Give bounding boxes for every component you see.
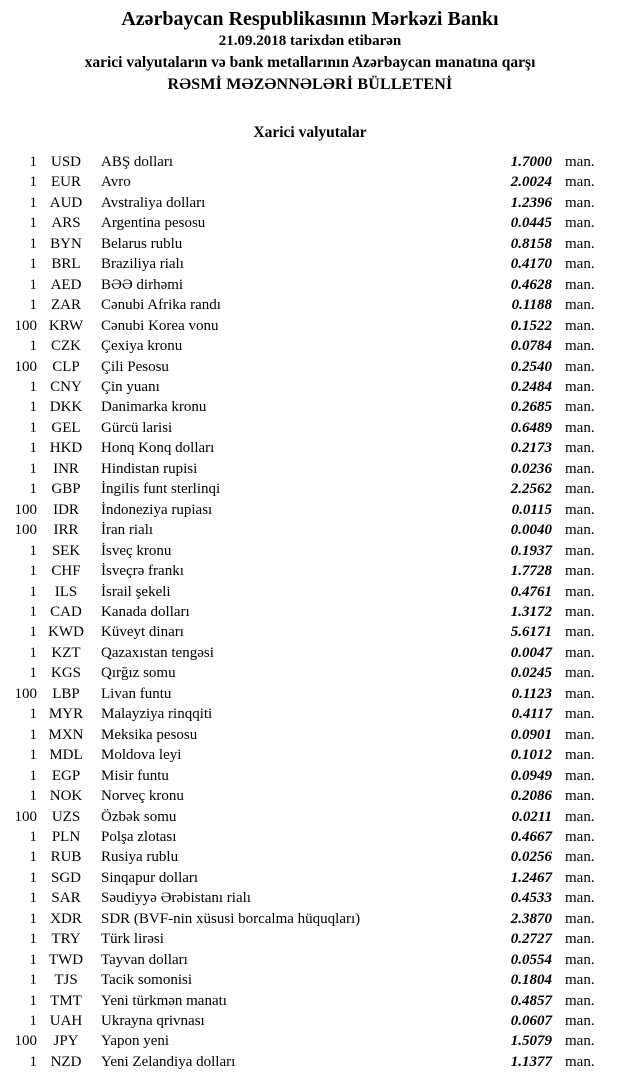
currency-quantity: 1 (29, 297, 37, 314)
currency-row (0, 418, 620, 438)
currency-row (0, 397, 620, 417)
currency-row (0, 868, 620, 888)
currency-row (0, 643, 620, 663)
exchange-rates-list (0, 152, 620, 1072)
currency-quantity: 1 (29, 256, 37, 273)
currency-code: MDL (49, 747, 83, 764)
currency-code: TWD (48, 951, 84, 968)
currency-quantity: 100 (14, 1033, 37, 1050)
currency-row (0, 582, 620, 602)
currency-name: Cənubi Afrika randı (101, 297, 221, 314)
exchange-rate-value: 0.2540 (510, 358, 552, 375)
exchange-rate-value: 0.0115 (511, 501, 552, 518)
exchange-rate-value: 2.2562 (510, 481, 552, 498)
currency-code: DKK (49, 399, 83, 416)
currency-row (0, 295, 620, 315)
manat-unit-label: man. (565, 419, 595, 436)
section-title-foreign-currencies: Xarici valyutalar (253, 124, 367, 141)
manat-unit-label: man. (565, 522, 595, 539)
currency-row (0, 725, 620, 745)
currency-quantity: 1 (29, 726, 37, 743)
manat-unit-label: man. (565, 624, 595, 641)
currency-row (0, 234, 620, 254)
currency-name: Belarus rublu (101, 235, 183, 252)
currency-quantity: 1 (29, 419, 37, 436)
exchange-rate-value: 0.0047 (510, 644, 552, 661)
currency-quantity: 1 (29, 951, 37, 968)
currency-code: TRY (51, 931, 81, 948)
currency-row (0, 929, 620, 949)
currency-name: Yeni türkmən manatı (101, 992, 227, 1009)
exchange-rate-value: 0.1804 (510, 972, 552, 989)
currency-row (0, 991, 620, 1011)
exchange-rate-value: 0.0040 (510, 522, 552, 539)
manat-unit-label: man. (565, 972, 595, 989)
exchange-rate-value: 0.2173 (510, 440, 552, 457)
manat-unit-label: man. (565, 256, 595, 273)
exchange-rate-value: 0.4761 (510, 583, 552, 600)
currency-name: Çili Pesosu (101, 358, 169, 375)
manat-unit-label: man. (565, 644, 595, 661)
currency-row (0, 909, 620, 929)
currency-code: UAH (49, 1013, 83, 1030)
currency-quantity: 1 (29, 747, 37, 764)
manat-unit-label: man. (565, 440, 595, 457)
currency-code: CZK (51, 338, 81, 355)
currency-name: Braziliya rialı (101, 256, 184, 273)
currency-name: Yeni Zelandiya dolları (101, 1053, 236, 1070)
exchange-rate-value: 2.3870 (510, 910, 552, 927)
currency-code: CLP (52, 358, 80, 375)
currency-code: SAR (51, 890, 81, 907)
currency-name: Honq Konq dolları (101, 440, 215, 457)
currency-code: BYN (50, 235, 82, 252)
exchange-rate-value: 0.4667 (510, 828, 552, 845)
currency-name: Sinqapur dolları (101, 869, 199, 886)
currency-quantity: 1 (29, 235, 37, 252)
manat-unit-label: man. (565, 828, 595, 845)
currency-quantity: 1 (29, 440, 37, 457)
exchange-rate-value: 0.4170 (510, 256, 552, 273)
currency-row (0, 254, 620, 274)
currency-code: EUR (51, 174, 81, 191)
exchange-rate-value: 0.0236 (510, 460, 552, 477)
manat-unit-label: man. (565, 665, 595, 682)
currency-quantity: 100 (14, 501, 37, 518)
exchange-rate-value: 0.4628 (510, 276, 552, 293)
exchange-rate-value: 1.1377 (510, 1053, 552, 1070)
currency-quantity: 1 (29, 972, 37, 989)
currency-row (0, 745, 620, 765)
currency-name: Rusiya rublu (101, 849, 179, 866)
currency-row (0, 786, 620, 806)
currency-name: Moldova leyi (101, 747, 182, 764)
manat-unit-label: man. (565, 910, 595, 927)
exchange-rate-value: 0.4857 (510, 992, 552, 1009)
currency-row (0, 541, 620, 561)
currency-row (0, 316, 620, 336)
currency-code: TJS (54, 972, 78, 989)
currency-quantity: 1 (29, 767, 37, 784)
bulletin-header (0, 0, 620, 96)
currency-code: USD (50, 154, 81, 170)
effective-date-line: 21.09.2018 tarixdən etibarən (218, 33, 402, 49)
currency-code: NOK (49, 788, 83, 805)
currency-row (0, 950, 620, 970)
currency-quantity: 100 (14, 808, 37, 825)
currency-quantity: 1 (29, 849, 37, 866)
exchange-rate-value: 0.0256 (510, 849, 552, 866)
currency-name: Küveyt dinarı (101, 624, 184, 641)
currency-name: Gürcü larisi (101, 419, 173, 436)
currency-name: İsveç kronu (101, 542, 172, 559)
manat-unit-label: man. (565, 890, 595, 907)
currency-name: Qırğız somu (101, 665, 176, 682)
manat-unit-label: man. (565, 297, 595, 314)
currency-quantity: 1 (29, 1013, 37, 1030)
currency-row (0, 1052, 620, 1072)
exchange-rate-value: 1.3172 (510, 603, 552, 620)
currency-code: JPY (53, 1033, 79, 1050)
currency-row (0, 1031, 620, 1051)
currency-name: Qazaxıstan tengəsi (101, 644, 214, 661)
manat-unit-label: man. (565, 583, 595, 600)
currency-quantity: 1 (29, 706, 37, 723)
currency-code: GBP (51, 481, 81, 498)
currency-row (0, 193, 620, 213)
currency-name: Türk lirəsi (101, 931, 164, 948)
exchange-rate-value: 0.1937 (510, 542, 552, 559)
manat-unit-label: man. (565, 460, 595, 477)
exchange-rate-value: 0.4533 (510, 890, 552, 907)
currency-name: Avro (101, 174, 131, 191)
currency-row (0, 1011, 620, 1031)
currency-name: Səudiyyə Ərəbistanı rialı (101, 890, 251, 907)
manat-unit-label: man. (565, 276, 595, 293)
exchange-rate-value: 1.7728 (510, 563, 552, 580)
exchange-rate-value: 0.1123 (511, 685, 552, 702)
currency-quantity: 1 (29, 603, 37, 620)
currency-quantity: 1 (29, 399, 37, 416)
currency-name: Kanada dolları (101, 603, 190, 620)
manat-unit-label: man. (565, 685, 595, 702)
manat-unit-label: man. (565, 338, 595, 355)
manat-unit-label: man. (565, 542, 595, 559)
manat-unit-label: man. (565, 808, 595, 825)
exchange-rate-value: 0.0607 (510, 1013, 552, 1030)
currency-quantity: 1 (29, 583, 37, 600)
manat-unit-label: man. (565, 1033, 595, 1050)
currency-name: Hindistan rupisi (101, 460, 198, 477)
currency-quantity: 1 (29, 931, 37, 948)
exchange-rate-value: 0.2086 (510, 788, 552, 805)
exchange-rate-value: 0.0784 (510, 338, 552, 355)
bulletin-name: RƏSMİ MƏZƏNNƏLƏRİ BÜLLETENİ (167, 76, 453, 93)
currency-code: EGP (51, 767, 81, 784)
manat-unit-label: man. (565, 174, 595, 191)
currency-quantity: 1 (29, 1053, 37, 1070)
currency-row (0, 602, 620, 622)
manat-unit-label: man. (565, 726, 595, 743)
currency-name: İsveçrə frankı (101, 563, 184, 580)
currency-name: Ukrayna qrivnası (101, 1013, 205, 1030)
currency-code: PLN (51, 828, 81, 845)
currency-name: SDR (BVF-nin xüsusi borcalma hüquqları) (101, 910, 361, 927)
currency-row (0, 622, 620, 642)
exchange-rate-value: 5.6171 (510, 624, 552, 641)
currency-name: İran rialı (101, 522, 154, 539)
exchange-rate-value: 0.6489 (510, 419, 552, 436)
currency-name: Çexiya kronu (101, 338, 183, 355)
exchange-rate-value: 0.8158 (510, 235, 552, 252)
currency-quantity: 1 (29, 338, 37, 355)
exchange-rate-value: 0.0949 (510, 767, 552, 784)
currency-name: İndoneziya rupiası (101, 501, 213, 518)
currency-quantity: 100 (14, 317, 37, 334)
currency-quantity: 1 (29, 276, 37, 293)
currency-code: KWD (48, 624, 84, 641)
currency-row (0, 970, 620, 990)
currency-row (0, 438, 620, 458)
currency-name: Norveç kronu (101, 788, 184, 805)
currency-name: Argentina pesosu (101, 215, 206, 232)
currency-quantity: 1 (29, 378, 37, 395)
currency-code: CHF (51, 563, 81, 580)
currency-row (0, 766, 620, 786)
manat-unit-label: man. (565, 603, 595, 620)
currency-quantity: 100 (14, 522, 37, 539)
manat-unit-label: man. (565, 849, 595, 866)
currency-quantity: 1 (29, 788, 37, 805)
currency-name: Danimarka kronu (101, 399, 207, 416)
manat-unit-label: man. (565, 215, 595, 232)
manat-unit-label: man. (565, 788, 595, 805)
manat-unit-label: man. (565, 992, 595, 1009)
currency-quantity: 1 (29, 215, 37, 232)
bank-title: Azərbaycan Respublikasının Mərkəzi Bankı (121, 8, 499, 30)
currency-name: Livan funtu (101, 685, 172, 702)
currency-row (0, 357, 620, 377)
currency-code: HKD (49, 440, 83, 457)
currency-code: AED (50, 276, 82, 293)
currency-quantity: 1 (29, 481, 37, 498)
currency-name: İsrail şekeli (101, 583, 171, 600)
currency-row (0, 459, 620, 479)
currency-quantity: 1 (29, 563, 37, 580)
currency-name: Malayziya rinqqiti (101, 706, 213, 723)
currency-row (0, 847, 620, 867)
exchange-rate-value: 1.5079 (510, 1033, 552, 1050)
currency-row (0, 213, 620, 233)
currency-quantity: 1 (29, 460, 37, 477)
currency-name: Meksika pesosu (101, 726, 198, 743)
currency-quantity: 1 (29, 194, 37, 211)
manat-unit-label: man. (565, 358, 595, 375)
currency-quantity: 1 (29, 542, 37, 559)
currency-code: XDR (50, 910, 82, 927)
exchange-rate-value: 0.0554 (510, 951, 552, 968)
currency-row (0, 172, 620, 192)
currency-name: Tayvan dolları (101, 951, 188, 968)
currency-quantity: 1 (29, 869, 37, 886)
currency-name: Cənubi Korea vonu (101, 317, 219, 334)
manat-unit-label: man. (565, 951, 595, 968)
currency-code: MXN (48, 726, 84, 743)
manat-unit-label: man. (565, 563, 595, 580)
currency-code: SGD (50, 869, 81, 886)
currency-code: KRW (48, 317, 84, 334)
currency-quantity: 100 (14, 358, 37, 375)
manat-unit-label: man. (565, 767, 595, 784)
currency-code: GEL (51, 419, 81, 436)
manat-unit-label: man. (565, 399, 595, 416)
currency-row (0, 888, 620, 908)
exchange-rate-value: 0.1188 (511, 297, 552, 314)
manat-unit-label: man. (565, 869, 595, 886)
currency-code: LBP (52, 685, 80, 702)
currency-row (0, 827, 620, 847)
currency-code: AUD (49, 194, 83, 211)
manat-unit-label: man. (565, 235, 595, 252)
exchange-rate-value: 0.1522 (510, 317, 552, 334)
currency-code: SEK (51, 542, 81, 559)
exchange-rate-value: 0.4117 (511, 706, 552, 723)
currency-code: INR (53, 460, 79, 477)
currency-row (0, 561, 620, 581)
currency-row (0, 377, 620, 397)
currency-code: CAD (50, 603, 82, 620)
currency-row (0, 807, 620, 827)
currency-row (0, 704, 620, 724)
currency-name: Misir funtu (101, 767, 169, 784)
currency-code: CNY (50, 378, 82, 395)
currency-code: IRR (53, 522, 79, 539)
currency-row (0, 663, 620, 683)
currency-name: Polşa zlotası (101, 828, 177, 845)
currency-code: ZAR (51, 297, 81, 314)
currency-quantity: 1 (29, 174, 37, 191)
currency-quantity: 1 (29, 665, 37, 682)
currency-code: KGS (50, 665, 81, 682)
currency-quantity: 1 (29, 154, 37, 170)
currency-quantity: 100 (14, 685, 37, 702)
currency-quantity: 1 (29, 890, 37, 907)
manat-unit-label: man. (565, 1053, 595, 1070)
currency-name: BƏƏ dirhəmi (101, 276, 184, 293)
currency-code: KZT (51, 644, 81, 661)
currency-code: UZS (51, 808, 81, 825)
currency-code: ILS (54, 583, 78, 600)
currency-row (0, 500, 620, 520)
exchange-rate-value: 0.0211 (511, 808, 552, 825)
exchange-rate-value: 1.2467 (510, 869, 552, 886)
exchange-rate-value: 0.0901 (510, 726, 552, 743)
currency-row (0, 152, 620, 172)
exchange-rate-value: 0.2685 (510, 399, 552, 416)
currency-row (0, 275, 620, 295)
exchange-rate-value: 0.2727 (510, 931, 552, 948)
manat-unit-label: man. (565, 317, 595, 334)
manat-unit-label: man. (565, 1013, 595, 1030)
exchange-rate-value: 0.0245 (510, 665, 552, 682)
currency-code: RUB (50, 849, 82, 866)
currency-quantity: 1 (29, 624, 37, 641)
currency-code: ARS (51, 215, 81, 232)
currency-row (0, 684, 620, 704)
currency-code: MYR (48, 706, 84, 723)
currency-code: BRL (51, 256, 81, 273)
currency-name: Özbək somu (101, 808, 177, 825)
exchange-rate-value: 2.0024 (510, 174, 552, 191)
manat-unit-label: man. (565, 931, 595, 948)
bulletin-subtitle: xarici valyutaların və bank metallarının Azərbaycan manatına qarşı (84, 54, 536, 71)
currency-code: IDR (53, 501, 79, 518)
currency-name: Çin yuanı (101, 378, 160, 395)
currency-name: Tacik somonisi (101, 972, 193, 989)
currency-row (0, 336, 620, 356)
currency-row (0, 520, 620, 540)
currency-name: ABŞ dolları (101, 154, 174, 170)
exchange-rate-value: 0.1012 (510, 747, 552, 764)
currency-quantity: 1 (29, 910, 37, 927)
currency-name: İngilis funt sterlinqi (101, 481, 221, 498)
exchange-rate-value: 1.7000 (510, 154, 552, 170)
currency-code: TMT (50, 992, 82, 1009)
exchange-rate-value: 0.2484 (510, 378, 552, 395)
manat-unit-label: man. (565, 378, 595, 395)
manat-unit-label: man. (565, 194, 595, 211)
currency-code: NZD (50, 1053, 82, 1070)
exchange-rate-value: 0.0445 (510, 215, 552, 232)
manat-unit-label: man. (565, 154, 595, 170)
manat-unit-label: man. (565, 501, 595, 518)
manat-unit-label: man. (565, 747, 595, 764)
currency-row (0, 479, 620, 499)
manat-unit-label: man. (565, 481, 595, 498)
currency-quantity: 1 (29, 992, 37, 1009)
manat-unit-label: man. (565, 706, 595, 723)
currency-name: Avstraliya dolları (101, 194, 206, 211)
currency-name: Yapon yeni (101, 1033, 170, 1050)
exchange-rate-value: 1.2396 (510, 194, 552, 211)
currency-quantity: 1 (29, 644, 37, 661)
currency-quantity: 1 (29, 828, 37, 845)
